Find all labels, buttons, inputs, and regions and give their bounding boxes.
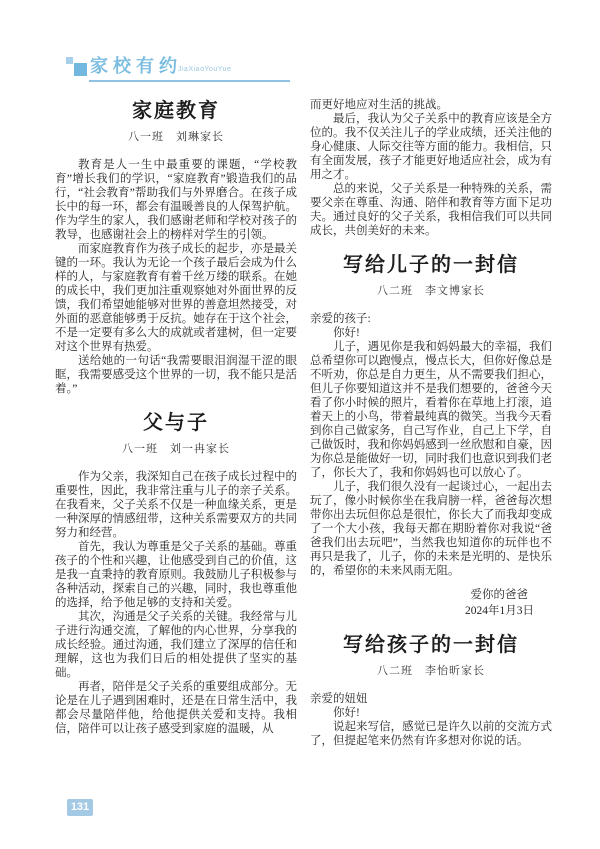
logo-square-big xyxy=(74,63,87,76)
paragraph: 总的来说，父子关系是一种特殊的关系，需要父亲在尊重、沟通、陪伴和教育等方面下足功夫。通过良好的父子关系，我相信我们可以共同成长，共创美好的未来。 xyxy=(310,183,552,237)
letter-signature: 爱你的爸爸 xyxy=(470,589,528,601)
article-title-family-education: 家庭教育 xyxy=(132,100,220,122)
paragraph: 说起来写信，感觉已是许久以前的交流方式了，但提起笔来仍然有许多想对你说的话。 xyxy=(310,721,552,747)
paragraph: 儿子，遇见你是我和妈妈最大的幸福，我们总希望你可以跑慢点，慢点长大，但你好像总是不听劝，你总是自力更生，从不需要我们担心，但儿子你要知道这并不是我们想要的，爸爸今天看了你小时候的照片，看着你在草地上打滚，追着天上的小鸟，带着最纯真的微笑。当我今天看到你自己做家务，自己写作业，自己上下学，自己做饭时，我和你妈妈感到一丝欣慰和自豪，因为你总是能做好一切，同时我们也意识到我们老了，你长大了，我和你妈妈也可以放心了。 xyxy=(310,341,552,479)
page-number-badge: 131 xyxy=(67,799,93,816)
article-byline: 八二班 李怡昕家长 xyxy=(377,665,485,677)
logo-squares-icon xyxy=(66,56,92,82)
right-column xyxy=(310,98,552,843)
article-byline: 八一班 刘琳家长 xyxy=(128,131,224,143)
paragraph: 送给她的一句话“我需要眼泪润湿干涩的眼眶，我需要感受这个世界的一切，我不能只是活着。” xyxy=(55,355,297,395)
paragraph: 作为父亲，我深知自己在孩子成长过程中的重要性，因此，我非常注重与儿子的亲子关系。在我看来，父子关系不仅是一种血缘关系，更是一种深厚的情感纽带，这种关系需要双方的共同努力和经营。 xyxy=(55,471,297,539)
letter-greeting: 你好! xyxy=(333,707,360,719)
letter-greeting: 你好! xyxy=(333,327,360,339)
paragraph: 再者，陪伴是父子关系的重要组成部分。无论是在儿子遇到困难时，还是在日常生活中，我都会尽量陪伴他，给他提供关爱和支持。我相信，陪伴可以让孩子感受到家庭的温暖，从 xyxy=(55,681,297,735)
paragraph: 教育是人一生中最重要的课题，“学校教育”增长我们的学识，“家庭教育”锻造我们的品行，“社会教育”帮助我们与外界磨合。在孩子成长中的每一环，都会有温暖善良的人保驾护航。作为学生的家人，我们感谢老师和学校对孩子的教导，也感谢社会上的榜样对学生的引领。 xyxy=(55,159,297,241)
paragraph: 其次，沟通是父子关系的关键。我经常与儿子进行沟通交流，了解他的内心世界，分享我的成长经验。通过沟通，我们建立了深厚的信任和理解，这也为我们日后的相处提供了坚实的基础。 xyxy=(55,611,297,679)
article-byline: 八二班 李文博家长 xyxy=(377,285,485,297)
logo-title: 家校有约 xyxy=(90,56,182,76)
paragraph-continuation: 而更好地应对生活的挑战。 xyxy=(310,99,448,111)
paragraph: 首先，我认为尊重是父子关系的基础。尊重孩子的个性和兴趣，让他感受到自己的价值，这是我一直秉持的教育原则。我鼓励儿子积极参与各种活动，探索自己的兴趣，同时，我也尊重他的选择，给予他足够的支持和关爱。 xyxy=(55,541,297,609)
left-column xyxy=(55,98,297,843)
paragraph: 儿子，我们很久没有一起谈过心，一起出去玩了，像小时候你坐在我肩膀一样，爸爸每次想带你出去玩但你总是很忙，你长大了而我却变成了一个大小孩，我每天都在期盼着你对我说“爸爸我们出去玩吧”，当然我也知道你的玩伴也不再只是我了，儿子，你的未来是光明的、是快乐的，希望你的未来风雨无阻。 xyxy=(310,481,552,577)
logo-subtitle: JiaXiaoYouYue xyxy=(178,66,232,73)
article-title-letter-to-child: 写给孩子的一封信 xyxy=(343,634,519,656)
article-byline: 八一班 刘一冉家长 xyxy=(122,443,230,455)
letter-salutation: 亲爱的孩子: xyxy=(310,313,371,325)
paragraph: 最后，我认为父子关系中的教育应该是全方位的。我不仅关注儿子的学业成绩，还关注他的身心健康、人际交往等方面的能力。我相信，只有全面发展，孩子才能更好地适应社会，成为有用之才。 xyxy=(310,113,552,181)
header-rule xyxy=(89,80,290,82)
letter-date: 2024年1月3日 xyxy=(465,605,534,617)
article-title-letter-to-son: 写给儿子的一封信 xyxy=(343,254,519,276)
paragraph: 而家庭教育作为孩子成长的起步，亦是最关键的一环。我认为无论一个孩子最后会成为什么样的人，与家庭教育有着千丝万缕的联系。在她的成长中，我们更加注重观察她对外面世界的反馈，我们希望她能够对世界的善意坦然接受，对外面的恶意能够勇于反抗。她存在于这个社会，不是一定要有多么大的成就或者建树，但一定要对这个世界有热爱。 xyxy=(55,243,297,353)
page-header xyxy=(0,0,600,90)
logo-square-small xyxy=(66,57,73,64)
letter-salutation: 亲爱的妞妞 xyxy=(310,693,368,705)
article-title-father-and-son: 父与子 xyxy=(143,412,209,434)
